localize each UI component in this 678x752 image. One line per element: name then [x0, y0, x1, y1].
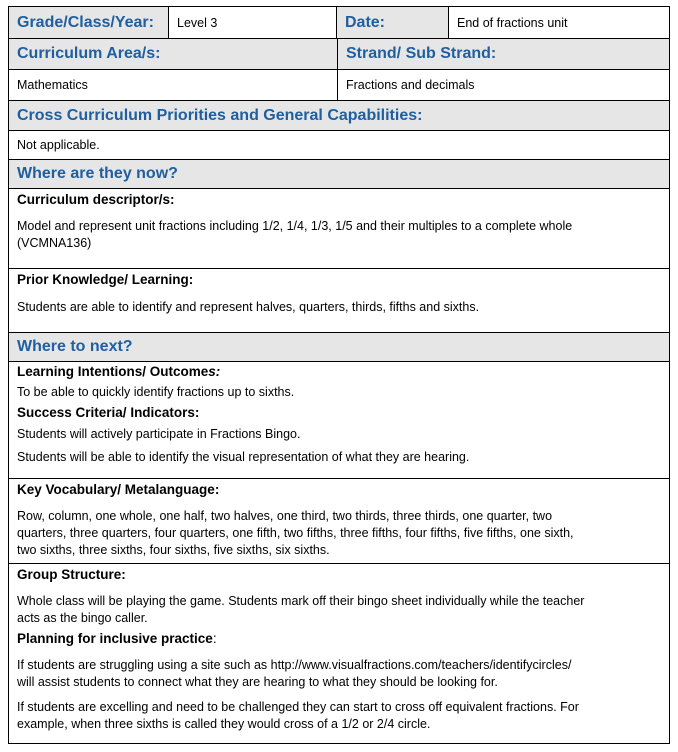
where-now-heading: Where are they now? — [17, 165, 178, 182]
success-text-2: Students will be able to identify the visual representation of what they are hearing. — [17, 450, 470, 464]
cross-curriculum-heading-row — [9, 101, 669, 131]
vocabulary-block — [9, 479, 669, 564]
inclusive-excelling-line-2: example, when three sixths is called they would cross of a 1/2 or 2/4 circle. — [17, 717, 431, 731]
curriculum-descriptor-block — [9, 189, 669, 269]
prior-knowledge-text: Students are able to identify and represent halves, quarters, thirds, fifths and sixths. — [17, 300, 480, 314]
where-next-heading: Where to next? — [17, 338, 133, 355]
vocabulary-line-3: two sixths, three sixths, four sixths, five sixths, six sixths. — [17, 543, 330, 557]
cross-curriculum-value-row — [9, 131, 669, 160]
inclusive-excelling-line-1: If students are excelling and need to be challenged they can start to cross off equivalent fractions. For — [17, 700, 579, 714]
intentions-text: To be able to quickly identify fractions up to sixths. — [17, 385, 295, 399]
curriculum-header-row — [9, 39, 669, 70]
inclusive-practice-label: Planning for inclusive practice: — [17, 631, 217, 646]
strand-value: Fractions and decimals — [346, 78, 475, 92]
curriculum-area-label: Curriculum Area/s: — [9, 39, 338, 69]
cross-curriculum-value: Not applicable. — [17, 138, 100, 152]
intentions-label: Learning Intentions/ Outcomes: — [17, 364, 221, 379]
success-text-1: Students will actively participate in Fractions Bingo. — [17, 427, 301, 441]
group-structure-label: Group Structure: — [17, 567, 126, 582]
success-label: Success Criteria/ Indicators: — [17, 405, 200, 420]
descriptor-line-2: (VCMNA136) — [17, 236, 92, 250]
strand-label: Strand/ Sub Strand: — [338, 39, 669, 69]
date-label: Date: — [337, 7, 449, 38]
vocabulary-label: Key Vocabulary/ Metalanguage: — [17, 482, 220, 497]
vocabulary-line-2: quarters, three quarters, four quarters, one fifth, two fifths, three fifths, four fifths, five fifths, one sixth, — [17, 526, 574, 540]
group-structure-line-1: Whole class will be playing the game. Students mark off their bingo sheet individually while the teacher — [17, 594, 585, 608]
prior-knowledge-label: Prior Knowledge/ Learning: — [17, 272, 194, 287]
lesson-plan-table — [8, 6, 670, 744]
grade-date-row — [9, 7, 669, 39]
curriculum-value-row — [9, 70, 669, 101]
grade-value: Level 3 — [169, 7, 337, 38]
descriptor-line-1: Model and represent unit fractions including 1/2, 1/4, 1/3, 1/5 and their multiples to a complete whole — [17, 219, 573, 233]
grade-label: Grade/Class/Year: — [9, 7, 169, 38]
date-value: End of fractions unit — [457, 15, 568, 30]
intentions-success-block — [9, 362, 669, 479]
inclusive-struggling-line-1: If students are struggling using a site such as http://www.visualfractions.com/teachers/identifycircles/ — [17, 658, 572, 672]
vocabulary-line-1: Row, column, one whole, one half, two halves, one third, two thirds, three thirds, one quarter, two — [17, 509, 553, 523]
where-next-heading-row — [9, 333, 669, 362]
curriculum-area-value: Mathematics — [9, 70, 338, 100]
group-structure-line-2: acts as the bingo caller. — [17, 611, 148, 625]
where-now-heading-row — [9, 160, 669, 189]
descriptor-label: Curriculum descriptor/s: — [17, 192, 175, 207]
cross-curriculum-heading: Cross Curriculum Priorities and General Capabilities: — [17, 106, 423, 124]
inclusive-struggling-line-2: will assist students to connect what they are hearing to what they should be looking for. — [17, 675, 498, 689]
group-inclusive-block — [9, 564, 669, 744]
prior-knowledge-block — [9, 269, 669, 333]
